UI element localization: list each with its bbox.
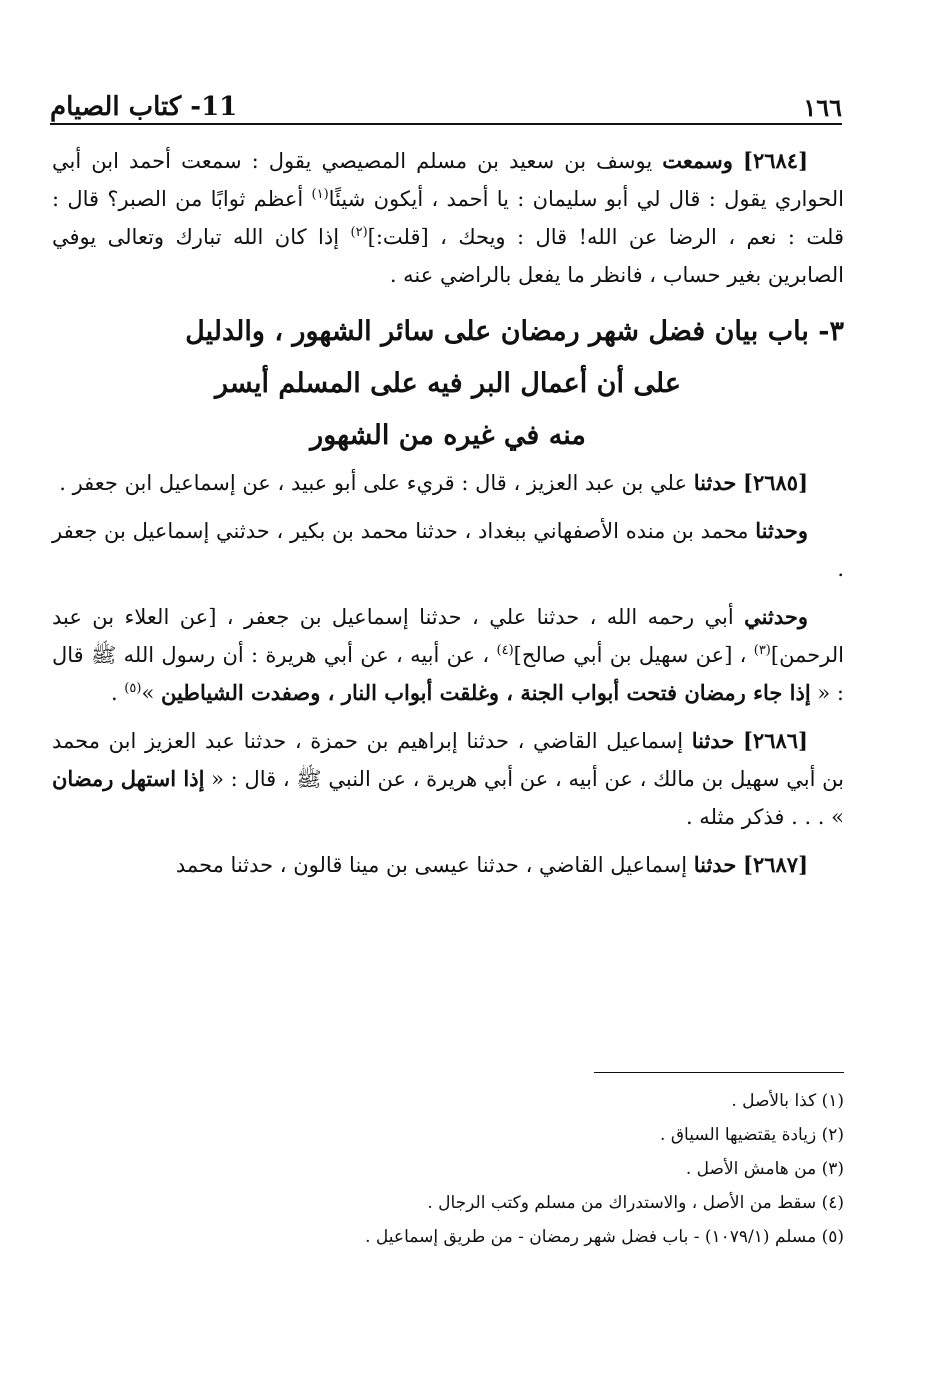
hadith-2685 xyxy=(52,464,844,502)
hadith-text: أبي رحمه الله ، حدثنا علي ، حدثنا إسماعيل بن جعفر ، [عن العلاء بن عبد الرحمن] xyxy=(52,605,844,667)
footnote-ref: (١) xyxy=(311,187,329,202)
hadith-text: أعظم ثوابًا من الصبر؟ قال : قلت : نعم ، الرضا عن الله! قال : ويحك ، [قلت:] xyxy=(52,187,844,249)
page-number: ١٦٦ xyxy=(803,93,842,122)
hadith-text: ، [عن سهيل بن أبي صالح] xyxy=(513,643,754,667)
footnote-ref: (٤) xyxy=(496,643,514,658)
hadith-text: » xyxy=(141,681,161,705)
page-header xyxy=(50,78,842,122)
hadith-text: يوسف بن سعيد بن مسلم المصيصي يقول : سمعت أحمد ابن أبي الحواري يقول : قال لي أبو سليمان : يا أحمد ، أيكون شيئًا xyxy=(52,149,844,211)
chapter-heading-line: ٣- باب بيان فضل شهر رمضان على سائر الشهور ، والدليل xyxy=(185,316,844,347)
hadith-text: . xyxy=(110,681,125,705)
lead-word: حدثنا xyxy=(693,852,737,877)
hadith-2686 xyxy=(52,722,844,836)
hadith-text: علي بن عبد العزيز ، قال : قريء على أبو عبيد ، عن إسماعيل ابن جعفر . xyxy=(59,471,694,495)
chapter-running-title: 11- كتاب الصيام xyxy=(50,92,238,122)
hadith-text: إسماعيل القاضي ، حدثنا عيسى بن مينا قالون ، حدثنا محمد xyxy=(175,853,694,877)
hadith-quote: إذا استهل رمضان xyxy=(52,766,205,791)
footnote: (٣) من هامش الأصل . xyxy=(685,1159,844,1179)
hadith-number: [٢٦٨٧] xyxy=(743,852,808,877)
hadith-2687 xyxy=(52,846,844,884)
hadith-2685-chain-c xyxy=(52,598,844,712)
hadith-text: إذا كان الله تبارك وتعالى يوفي الصابرين بغير حساب ، فانظر ما يفعل بالراضي عنه . xyxy=(52,225,844,287)
footnote-ref: (٢) xyxy=(350,225,368,240)
hadith-text: » . . . فذكر مثله . xyxy=(685,805,844,829)
header-rule xyxy=(50,123,842,125)
lead-word: حدثنا xyxy=(691,728,735,753)
hadith-number: [٢٦٨٦] xyxy=(742,728,808,753)
footnotes xyxy=(52,1084,844,1254)
lead-word: حدثنا xyxy=(693,470,737,495)
hadith-number: [٢٦٨٤] xyxy=(743,148,808,173)
footnote: (٢) زيادة يقتضيها السياق . xyxy=(660,1125,844,1145)
hadith-2684 xyxy=(52,142,844,294)
lead-word: وحدثنا xyxy=(755,518,808,543)
lead-word: وحدثني xyxy=(744,604,808,629)
footnote: (١) كذا بالأصل . xyxy=(731,1091,844,1111)
hadith-text: إسماعيل القاضي ، حدثنا إبراهيم بن حمزة ، حدثنا عبد العزيز ابن محمد بن أبي سهيل بن مالك ، عن أبيه ، عن أبي هريرة ، عن النبي ﷺ ، قال : « xyxy=(52,729,844,791)
chapter-heading xyxy=(52,306,844,462)
hadith-2685-chain-b xyxy=(52,512,844,588)
footnote: (٥) مسلم (١٠٧٩/١) - باب فضل شهر رمضان - من طريق إسماعيل . xyxy=(365,1227,844,1247)
hadith-quote: إذا جاء رمضان فتحت أبواب الجنة ، وغلقت أبواب النار ، وصفدت الشياطين xyxy=(160,680,811,705)
footnote-rule xyxy=(594,1072,844,1073)
page-body xyxy=(52,142,844,894)
lead-word: وسمعت xyxy=(662,148,733,173)
chapter-heading-line: على أن أعمال البر فيه على المسلم أيسر xyxy=(215,368,681,399)
footnote-ref: (٥) xyxy=(124,681,142,696)
hadith-number: [٢٦٨٥] xyxy=(743,470,808,495)
hadith-text: محمد بن منده الأصفهاني ببغداد ، حدثنا محمد بن بكير ، حدثني إسماعيل بن جعفر . xyxy=(52,519,844,581)
chapter-heading-line: منه في غيره من الشهور xyxy=(310,420,586,451)
footnote: (٤) سقط من الأصل ، والاستدراك من مسلم وكتب الرجال . xyxy=(427,1193,844,1213)
hadith-text: ، عن أبيه ، عن أبي هريرة : أن رسول الله ﷺ قال : « xyxy=(52,643,844,705)
footnote-ref: (٣) xyxy=(753,643,771,658)
